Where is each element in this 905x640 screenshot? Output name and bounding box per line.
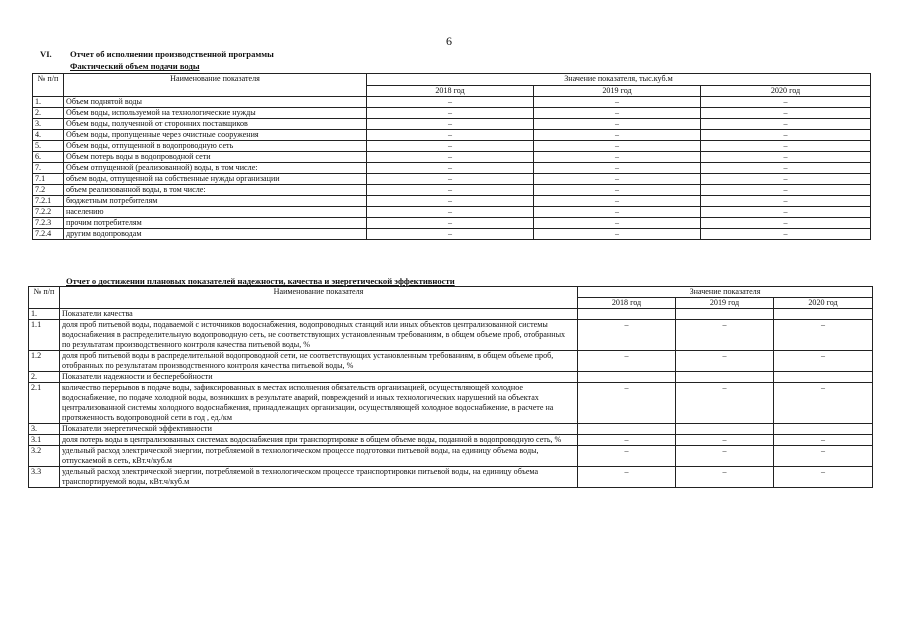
- page-number: 6: [446, 34, 452, 48]
- row-name: удельный расход электрической энергии, потребляемой в технологическом процессе подготовки питьевой воды, на единицу объема воды, отпускаемой в сеть, кВт.ч/куб.м: [60, 446, 578, 467]
- table2-header-name: Наименование показателя: [60, 287, 578, 309]
- row-name: Объем воды, отпущенной в водопроводную сеть: [64, 141, 367, 152]
- row-name: Показатели надежности и бесперебойности: [60, 372, 578, 383]
- table-row: [33, 229, 871, 240]
- row-number: 3.3: [29, 467, 60, 488]
- row-number: 3.: [29, 424, 60, 435]
- row-value: –: [534, 229, 701, 240]
- row-value: –: [534, 108, 701, 119]
- row-number: 5.: [33, 141, 64, 152]
- table-row: [33, 141, 871, 152]
- row-value: –: [701, 207, 871, 218]
- row-value: –: [578, 320, 676, 351]
- table1-header-value: Значение показателя, тыс.куб.м: [367, 74, 871, 86]
- table1-header-name: Наименование показателя: [64, 74, 367, 97]
- row-value: –: [367, 196, 534, 207]
- row-value: –: [367, 152, 534, 163]
- row-value: –: [701, 196, 871, 207]
- row-name: другим водопроводам: [64, 229, 367, 240]
- table-row: [33, 119, 871, 130]
- row-value: –: [676, 383, 774, 424]
- row-number: 2.1: [29, 383, 60, 424]
- row-name: Показатели качества: [60, 309, 578, 320]
- row-value: –: [534, 196, 701, 207]
- row-value: –: [367, 108, 534, 119]
- row-number: 1.: [29, 309, 60, 320]
- table2-year: 2019 год: [676, 298, 774, 309]
- row-value: [578, 372, 676, 383]
- row-number: 7.2.4: [33, 229, 64, 240]
- table-row: [29, 424, 873, 435]
- row-value: [676, 372, 774, 383]
- table1-header-num: № п/п: [33, 74, 64, 97]
- row-name: доля потерь воды в централизованных системах водоснабжения при транспортировке в общем объеме воды, поданной в водопроводную сеть, %: [60, 435, 578, 446]
- row-name: Объем потерь воды в водопроводной сети: [64, 152, 367, 163]
- row-value: –: [701, 229, 871, 240]
- row-value: –: [367, 207, 534, 218]
- row-value: –: [701, 141, 871, 152]
- indicators-table: [28, 286, 873, 488]
- row-number: 7.2.2: [33, 207, 64, 218]
- row-value: –: [701, 119, 871, 130]
- water-supply-table: [32, 73, 871, 240]
- row-value: –: [578, 435, 676, 446]
- row-value: –: [578, 383, 676, 424]
- section-heading: [40, 49, 274, 59]
- row-value: –: [534, 185, 701, 196]
- row-value: [676, 309, 774, 320]
- row-value: –: [701, 163, 871, 174]
- row-name: Объем воды, полученной от сторонних поставщиков: [64, 119, 367, 130]
- row-number: 7.2.1: [33, 196, 64, 207]
- table2-year: 2018 год: [578, 298, 676, 309]
- row-value: –: [367, 218, 534, 229]
- row-number: 3.2: [29, 446, 60, 467]
- row-number: 7.2: [33, 185, 64, 196]
- row-number: 7.1: [33, 174, 64, 185]
- row-value: –: [774, 435, 873, 446]
- row-number: 7.: [33, 163, 64, 174]
- table-row: [33, 163, 871, 174]
- row-value: –: [701, 97, 871, 108]
- row-name: доля проб питьевой воды, подаваемой с источников водоснабжения, водопроводных станций или иных объектов централизованной системы водоснабжения в распределительную водопроводную сеть, не соответствующих установленным требованиям, в общем объеме проб, отобранных по результатам производственного контроля качества питьевой воды, %: [60, 320, 578, 351]
- row-number: 2.: [29, 372, 60, 383]
- row-value: –: [534, 119, 701, 130]
- table1-subtitle: Фактический объем подачи воды: [70, 61, 200, 71]
- table-row: [29, 467, 873, 488]
- row-value: –: [534, 97, 701, 108]
- row-number: 3.1: [29, 435, 60, 446]
- row-value: –: [701, 152, 871, 163]
- table2-year: 2020 год: [774, 298, 873, 309]
- row-value: –: [534, 163, 701, 174]
- section-title: Отчет об исполнении производственной программы: [70, 49, 274, 59]
- row-number: 4.: [33, 130, 64, 141]
- row-value: –: [578, 351, 676, 372]
- row-value: –: [367, 163, 534, 174]
- table-row: [29, 446, 873, 467]
- row-number: 6.: [33, 152, 64, 163]
- row-value: –: [367, 119, 534, 130]
- row-number: 3.: [33, 119, 64, 130]
- row-number: 1.: [33, 97, 64, 108]
- row-value: –: [676, 467, 774, 488]
- table-row: [29, 435, 873, 446]
- row-name: Объем воды, используемой на технологические нужды: [64, 108, 367, 119]
- row-value: –: [534, 152, 701, 163]
- table-row: [29, 372, 873, 383]
- table-row: [29, 309, 873, 320]
- row-value: –: [701, 174, 871, 185]
- row-value: [774, 424, 873, 435]
- row-value: –: [578, 467, 676, 488]
- row-value: –: [534, 141, 701, 152]
- row-name: Показатели энергетической эффективности: [60, 424, 578, 435]
- row-value: –: [367, 185, 534, 196]
- row-value: –: [774, 351, 873, 372]
- table-row: [33, 130, 871, 141]
- row-value: –: [701, 185, 871, 196]
- row-number: 1.2: [29, 351, 60, 372]
- row-value: –: [774, 320, 873, 351]
- table2-header-num: № п/п: [29, 287, 60, 309]
- table1-year: 2020 год: [701, 86, 871, 97]
- table1-year: 2019 год: [534, 86, 701, 97]
- row-value: –: [534, 207, 701, 218]
- row-value: [676, 424, 774, 435]
- row-value: –: [367, 130, 534, 141]
- row-value: [578, 309, 676, 320]
- row-value: –: [367, 97, 534, 108]
- row-name: Объем воды, пропущенные через очистные сооружения: [64, 130, 367, 141]
- row-value: –: [578, 446, 676, 467]
- section-number: VI.: [40, 49, 52, 59]
- row-value: –: [774, 446, 873, 467]
- row-value: –: [701, 108, 871, 119]
- table-row: [33, 196, 871, 207]
- row-number: 1.1: [29, 320, 60, 351]
- table-row: [29, 383, 873, 424]
- table-row: [33, 108, 871, 119]
- row-number: 7.2.3: [33, 218, 64, 229]
- table1-year: 2018 год: [367, 86, 534, 97]
- table2-header-value: Значение показателя: [578, 287, 873, 298]
- row-value: –: [676, 320, 774, 351]
- row-name: прочим потребителям: [64, 218, 367, 229]
- row-value: –: [367, 141, 534, 152]
- table-row: [33, 218, 871, 229]
- row-value: –: [701, 218, 871, 229]
- row-value: –: [774, 467, 873, 488]
- row-value: –: [676, 351, 774, 372]
- row-value: [774, 372, 873, 383]
- row-name: населению: [64, 207, 367, 218]
- table-row: [29, 351, 873, 372]
- row-value: –: [534, 130, 701, 141]
- row-name: доля проб питьевой воды в распределительной водопроводной сети, не соответствующих установленным требованиям, в общем объеме проб, отобранных по результатам производственного контроля качества питьевой воды, %: [60, 351, 578, 372]
- row-name: количество перерывов в подаче воды, зафиксированных в местах исполнения обязательств организацией, осуществляющей холодное водоснабжение, по подаче холодной воды, возникших в результате аварий, повреждений и иных технологических нарушений на объектах централизованной системы холодного водоснабжения, принадлежащих организации, осуществляющей холодное водоснабжение, в расчете на протяженность водопроводной сети в год , ед./км: [60, 383, 578, 424]
- table-row: [33, 207, 871, 218]
- row-value: –: [534, 174, 701, 185]
- row-value: –: [701, 130, 871, 141]
- table-row: [33, 185, 871, 196]
- row-name: бюджетным потребителям: [64, 196, 367, 207]
- table-row: [29, 320, 873, 351]
- row-value: –: [367, 229, 534, 240]
- table-row: [33, 152, 871, 163]
- row-name: удельный расход электрической энергии, потребляемой в технологическом процессе транспортировки питьевой воды, на единицу объема транспортируемой воды, кВт.ч/куб.м: [60, 467, 578, 488]
- table-row: [33, 97, 871, 108]
- row-name: объем реализованной воды, в том числе:: [64, 185, 367, 196]
- row-name: объем воды, отпущенной на собственные нужды организации: [64, 174, 367, 185]
- row-value: –: [534, 218, 701, 229]
- row-value: [774, 309, 873, 320]
- table-row: [33, 174, 871, 185]
- row-value: [578, 424, 676, 435]
- row-value: –: [774, 383, 873, 424]
- row-name: Объем отпущенной (реализованной) воды, в том числе:: [64, 163, 367, 174]
- row-value: –: [676, 446, 774, 467]
- row-value: –: [367, 174, 534, 185]
- table2-subtitle: Отчет о достижении плановых показателей надежности, качества и энергетической эффективности: [66, 276, 455, 286]
- row-number: 2.: [33, 108, 64, 119]
- row-value: –: [676, 435, 774, 446]
- row-name: Объем поднятой воды: [64, 97, 367, 108]
